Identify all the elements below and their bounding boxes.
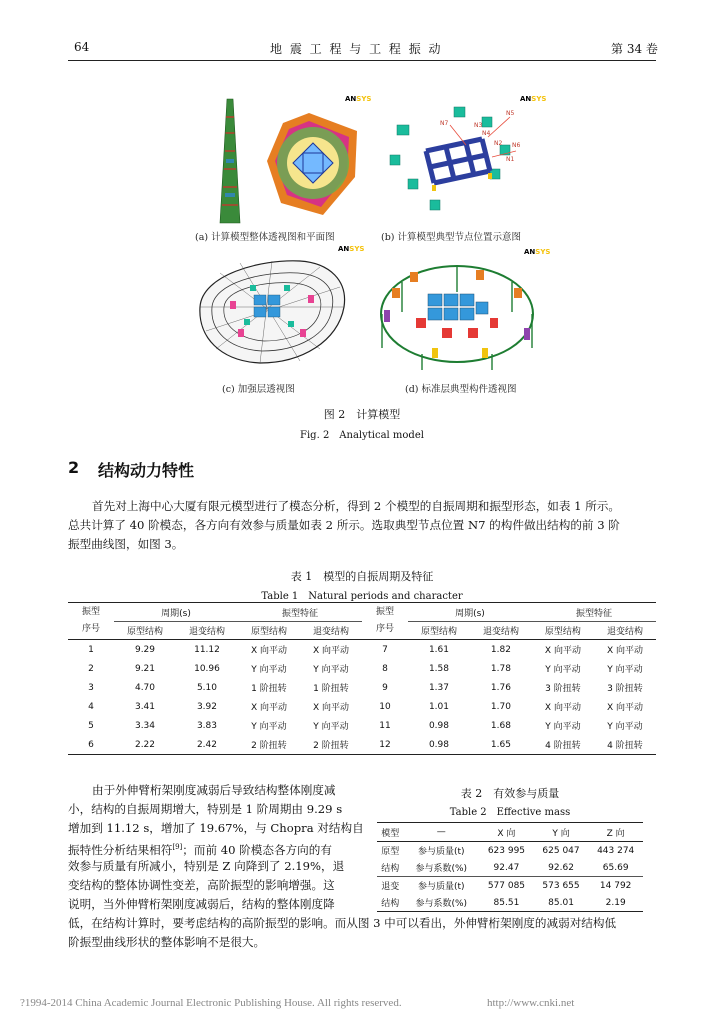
table-cell: 3.83 <box>196 720 217 731</box>
figure-caption-cn: 图 2 计算模型 <box>323 408 401 421</box>
table-cell: 4.70 <box>134 682 156 693</box>
table-cell: Y 向平动 <box>545 665 581 675</box>
panel-a-caption: (a) 计算模型整体透视图和平面图 <box>195 232 335 243</box>
table-cell: 3.92 <box>196 701 217 712</box>
table-cell: 3 阶扭转 <box>545 684 581 694</box>
table-row <box>68 735 656 755</box>
table1-header-shape: 振型特征 <box>532 603 656 622</box>
journal-title: 地 震 工 程 与 工 程 振 动 <box>270 42 443 56</box>
table-cell: 9.21 <box>134 663 156 674</box>
table1-header-original: 原型结构 <box>408 622 470 640</box>
table-cell: 8 <box>382 663 388 674</box>
ansys-logo: ANSYS <box>338 245 365 253</box>
table1-caption-en: Table 1 Natural periods and character <box>261 591 463 602</box>
table-row <box>68 659 656 678</box>
table-cell: 1.68 <box>490 720 511 731</box>
table-row <box>68 640 656 660</box>
table-cell: 参与系数(%) <box>415 899 468 909</box>
table-cell: 1.76 <box>490 682 511 693</box>
table-row <box>377 877 643 895</box>
table-cell: 1.70 <box>490 701 511 712</box>
table-cell: X 向平动 <box>312 646 349 656</box>
page-number: 64 <box>74 40 90 54</box>
table-cell: 9 <box>382 682 388 693</box>
volume-label: 第 34 卷 <box>611 42 658 56</box>
table-cell: 2 阶扭转 <box>251 741 287 751</box>
table1-header-original: 原型结构 <box>114 622 176 640</box>
table-cell: 参与质量(t) <box>418 882 465 892</box>
table-cell: 0.98 <box>428 739 449 750</box>
para2-line: 变结构的整体协调性变差，高阶振型的影响增强。这 <box>68 878 335 892</box>
table-natural-periods <box>68 602 656 755</box>
table1-header-degraded: 退变结构 <box>594 622 656 640</box>
table-cell: 11.12 <box>194 644 220 655</box>
table-cell: 65.69 <box>602 862 629 873</box>
table-cell: X 向平动 <box>250 646 287 656</box>
table-cell: 4 阶扭转 <box>607 741 643 751</box>
node-label-n1: N1 <box>506 156 515 163</box>
table-cell: 1 阶扭转 <box>313 684 349 694</box>
table-cell: 参与系数(%) <box>415 864 468 874</box>
table2-header-cell: Y 向 <box>552 828 570 839</box>
para2-line: 由于外伸臂桁架刚度减弱后导致结构整体刚度减 <box>92 783 336 797</box>
table-cell: 原型 <box>381 847 400 857</box>
table-cell: 6 <box>88 739 94 750</box>
table-cell: 3.34 <box>134 720 156 731</box>
table-cell: 7 <box>382 644 388 655</box>
table-cell: 625 047 <box>542 845 580 856</box>
table-cell: 577 085 <box>487 880 526 891</box>
panel-d-image <box>372 248 551 378</box>
table-cell: Y 向平动 <box>545 722 581 732</box>
panel-c-image <box>180 245 365 375</box>
table-cell: Y 向平动 <box>251 722 287 732</box>
table-cell: 4 阶扭转 <box>545 741 581 751</box>
table2-caption-cn: 表 2 有效参与质量 <box>460 787 560 800</box>
section-title: 结构动力特性 <box>98 461 195 480</box>
table-cell: 1 <box>88 644 94 655</box>
table-cell: 10 <box>379 701 391 712</box>
node-label-n6: N6 <box>512 142 521 149</box>
table1-header-shape: 振型特征 <box>238 603 362 622</box>
table-cell: 结构 <box>381 864 400 874</box>
table-cell: Y 向平动 <box>607 665 643 675</box>
panel-a-image <box>195 95 372 225</box>
table-cell: 9.29 <box>134 644 156 655</box>
table-cell: 3 <box>88 682 94 693</box>
table1-header-period: 周期(s) <box>408 603 532 622</box>
table-cell: 92.47 <box>493 862 520 873</box>
table-cell: 1.58 <box>428 663 449 674</box>
header-rule <box>68 60 656 61</box>
para1-line2: 总共计算了 40 阶模态，各方向有效参与质量如表 2 所示。选取典型节点位置 N7 的构件做出结构的前 3 阶 <box>68 518 620 532</box>
table-cell: 85.51 <box>493 897 520 908</box>
para1-line3: 振型曲线图，如图 3。 <box>68 537 184 551</box>
table-cell: 2 <box>88 663 94 674</box>
node-location-graphic <box>370 95 540 225</box>
table1-header-mode: 振型 序号 <box>68 603 114 640</box>
para2-line: 增加到 11.12 s，增加了 19.67%，与 Chopra 对结构自 <box>68 821 364 835</box>
table-row <box>377 859 643 877</box>
table-row <box>68 716 656 735</box>
table-cell: 结构 <box>381 899 400 909</box>
citation-ref: [9] <box>172 843 183 851</box>
table-cell: 1.61 <box>428 644 449 655</box>
table-cell: X 向平动 <box>250 703 287 713</box>
table-cell: 623 995 <box>487 845 526 856</box>
table-cell: 85.01 <box>548 897 574 908</box>
panel-d-caption: (d) 标准层典型构件透视图 <box>405 384 517 395</box>
copyright-notice: ?1994-2014 China Academic Journal Electronic Publishing House. All rights reserved. <box>20 997 402 1009</box>
table-cell: 2.22 <box>134 739 156 750</box>
panel-b-image <box>370 95 547 225</box>
table-cell: 1.65 <box>490 739 511 750</box>
table-cell: 10.96 <box>194 663 220 674</box>
figure-caption-en: Fig. 2 Analytical model <box>300 430 424 441</box>
table-cell: Y 向平动 <box>251 665 287 675</box>
table-cell: 1.01 <box>428 701 449 712</box>
table1-header-original: 原型结构 <box>238 622 300 640</box>
reinforced-floor-graphic <box>180 245 355 375</box>
table-cell: X 向平动 <box>544 646 581 656</box>
table-cell: 退变 <box>381 882 400 892</box>
node-label-n3: N3 <box>474 122 483 129</box>
table-cell: 573 655 <box>542 880 580 891</box>
table-cell: 1.82 <box>490 644 511 655</box>
table-row <box>377 894 643 912</box>
table-cell: 3 阶扭转 <box>607 684 643 694</box>
table-cell: 11 <box>379 720 391 731</box>
table-cell: 4 <box>88 701 94 712</box>
table-cell: 12 <box>379 739 391 750</box>
table-cell: 1.37 <box>428 682 449 693</box>
para2-line: 说明，当外伸臂桁架刚度减弱后，结构的整体刚度降 <box>68 897 335 911</box>
node-label-n5: N5 <box>506 110 515 117</box>
table1-header-degraded: 退变结构 <box>300 622 362 640</box>
table2-header-cell: X 向 <box>497 828 516 839</box>
table-cell: 5 <box>88 720 94 731</box>
section-number: 2 <box>68 458 80 477</box>
tower-model-graphic <box>195 95 365 225</box>
table1-caption-cn: 表 1 模型的自振周期及特征 <box>290 570 434 583</box>
table1-header-period: 周期(s) <box>114 603 238 622</box>
table-cell: 92.62 <box>548 862 574 873</box>
table2-caption-en: Table 2 Effective mass <box>449 807 571 818</box>
table-cell: 2.42 <box>196 739 217 750</box>
table1-header-mode: 振型 序号 <box>362 603 408 640</box>
table2-header-cell: 模型 <box>381 828 400 839</box>
ansys-logo: ANSYS <box>524 248 551 256</box>
table-cell: 1 阶扭转 <box>251 684 287 694</box>
table-cell: 参与质量(t) <box>418 847 465 857</box>
table-cell: 1.78 <box>490 663 511 674</box>
panel-b-caption: (b) 计算模型典型节点位置示意图 <box>381 232 522 243</box>
footer-url[interactable]: http://www.cnki.net <box>487 997 575 1009</box>
table-cell: 443 274 <box>597 845 635 856</box>
table-cell: 3.41 <box>134 701 156 712</box>
table-row <box>377 842 643 860</box>
ansys-logo: ANSYS <box>520 95 547 103</box>
para2-line: 阶振型曲线形状的整体影响不是很大。 <box>68 935 266 949</box>
table1-header-original: 原型结构 <box>532 622 594 640</box>
table2-header-cell: Z 向 <box>606 828 625 839</box>
table2-header-cell: — <box>436 827 446 837</box>
table1-header-degraded: 退变结构 <box>176 622 238 640</box>
para2-line: 效参与质量有所减小，特别是 Z 向降到了 2.19%，退 <box>68 859 345 873</box>
para2-line: 小，结构的自振周期增大，特别是 1 阶周期由 9.29 s <box>68 802 343 816</box>
table-cell: Y 向平动 <box>607 722 643 732</box>
standard-floor-graphic <box>372 248 542 378</box>
table1-header-degraded: 退变结构 <box>470 622 532 640</box>
para2-line: 低，在结构计算时，要考虑结构的高阶振型的影响。而从图 3 中可以看出，外伸臂桁架刚度的减弱对结构低 <box>68 916 617 930</box>
table-cell: 2.19 <box>605 897 626 908</box>
para2-line: 振特性分析结果相符[9]；而前 40 阶模态各方向的有 <box>68 842 332 857</box>
table-effective-mass <box>377 822 643 912</box>
table-cell: 14 792 <box>599 880 632 891</box>
table-row <box>68 678 656 697</box>
ansys-logo: ANSYS <box>345 95 372 103</box>
table-cell: X 向平动 <box>606 646 643 656</box>
table-cell: 5.10 <box>196 682 217 693</box>
table-cell: Y 向平动 <box>313 722 349 732</box>
node-label-n7: N7 <box>440 120 449 127</box>
table-cell: Y 向平动 <box>313 665 349 675</box>
table-cell: X 向平动 <box>606 703 643 713</box>
table-cell: X 向平动 <box>544 703 581 713</box>
para1-line1: 首先对上海中心大厦有限元模型进行了模态分析，得到 2 个模型的自振周期和振型形态，如表 1 所示。 <box>92 499 621 513</box>
table-row <box>68 697 656 716</box>
table-cell: X 向平动 <box>312 703 349 713</box>
panel-c-caption: (c) 加强层透视图 <box>222 384 295 395</box>
node-label-n4: N4 <box>482 130 491 137</box>
table-cell: 2 阶扭转 <box>313 741 349 751</box>
node-label-n2: N2 <box>494 140 503 147</box>
table-cell: 0.98 <box>428 720 449 731</box>
